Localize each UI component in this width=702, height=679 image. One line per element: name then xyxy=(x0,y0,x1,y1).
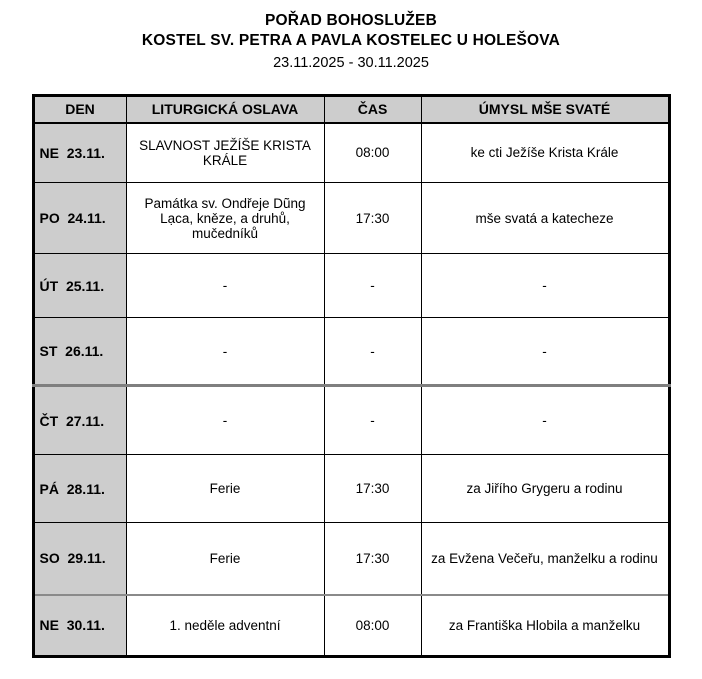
header-row xyxy=(33,96,669,123)
table-row xyxy=(33,183,669,254)
liturgical-celebration-cell: Památka sv. Ondřeje Dũng Lạca, kněze, a druhů, mučedníků xyxy=(126,183,324,254)
day-cell: PO 24.11. xyxy=(33,183,126,254)
mass-intention-cell: za Františka Hlobila a manželku xyxy=(421,595,669,657)
day-cell: NE 23.11. xyxy=(33,123,126,183)
time-cell: 17:30 xyxy=(324,183,421,254)
table-row xyxy=(33,595,669,657)
document-header xyxy=(0,11,702,73)
mass-intention-cell: - xyxy=(421,386,669,455)
mass-intention-cell: za Jiřího Grygeru a rodinu xyxy=(421,455,669,523)
table-row xyxy=(33,455,669,523)
table-row xyxy=(33,123,669,183)
table-row xyxy=(33,254,669,318)
mass-intention-cell: ke cti Ježíše Krista Krále xyxy=(421,123,669,183)
table-row xyxy=(33,523,669,595)
time-cell: 17:30 xyxy=(324,523,421,595)
schedule-table-body xyxy=(33,123,669,657)
liturgical-celebration-cell: Ferie xyxy=(126,455,324,523)
document-title: POŘAD BOHOSLUŽEB xyxy=(265,12,437,29)
time-cell: - xyxy=(324,386,421,455)
liturgical-celebration-cell: - xyxy=(126,254,324,318)
time-cell: - xyxy=(324,254,421,318)
time-cell: - xyxy=(324,318,421,386)
schedule-table xyxy=(32,94,671,658)
date-range: 23.11.2025 - 30.11.2025 xyxy=(273,55,429,71)
liturgical-celebration-cell: 1. neděle adventní xyxy=(126,595,324,657)
table-row xyxy=(33,318,669,386)
liturgical-celebration-cell: - xyxy=(126,318,324,386)
column-header-liturgicka-oslava: LITURGICKÁ OSLAVA xyxy=(126,96,324,123)
mass-intention-cell: za Evžena Večeřu, manželku a rodinu xyxy=(421,523,669,595)
time-cell: 17:30 xyxy=(324,455,421,523)
column-header-cas: ČAS xyxy=(324,96,421,123)
day-cell: ÚT 25.11. xyxy=(33,254,126,318)
day-cell: NE 30.11. xyxy=(33,595,126,657)
liturgical-celebration-cell: SLAVNOST JEŽÍŠE KRISTA KRÁLE xyxy=(126,123,324,183)
mass-intention-cell: mše svatá a katecheze xyxy=(421,183,669,254)
column-header-umysl-mse-svate: ÚMYSL MŠE SVATÉ xyxy=(421,96,669,123)
column-header-den: DEN xyxy=(33,96,126,123)
church-name: KOSTEL SV. PETRA A PAVLA KOSTELEC U HOLEŠOVA xyxy=(141,32,561,49)
day-cell: SO 29.11. xyxy=(33,523,126,595)
day-cell: PÁ 28.11. xyxy=(33,455,126,523)
mass-intention-cell: - xyxy=(421,318,669,386)
schedule-table-header xyxy=(33,96,669,123)
day-cell: ST 26.11. xyxy=(33,318,126,386)
time-cell: 08:00 xyxy=(324,595,421,657)
day-cell: ČT 27.11. xyxy=(33,386,126,455)
liturgical-celebration-cell: - xyxy=(126,386,324,455)
time-cell: 08:00 xyxy=(324,123,421,183)
liturgical-celebration-cell: Ferie xyxy=(126,523,324,595)
mass-intention-cell: - xyxy=(421,254,669,318)
table-row xyxy=(33,386,669,455)
